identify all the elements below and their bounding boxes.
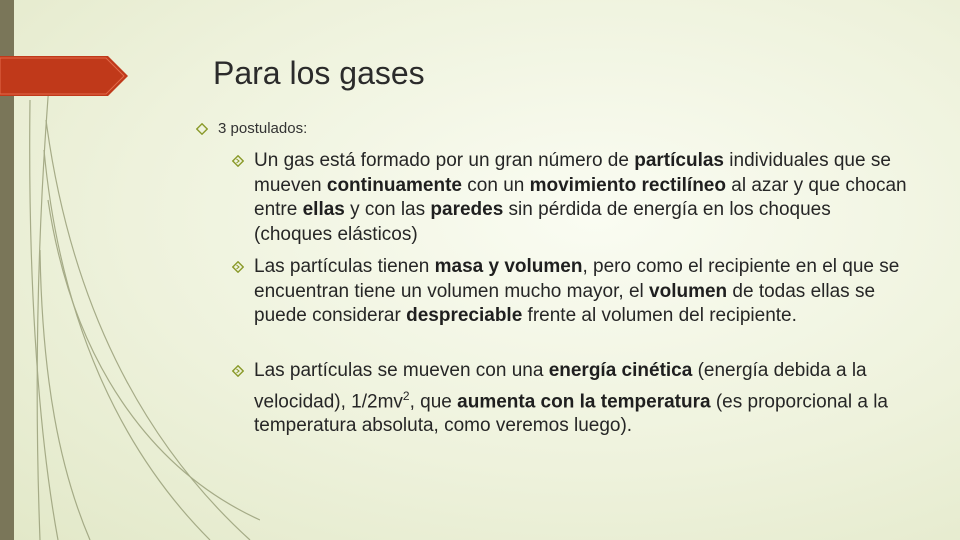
- body-text: y con las: [344, 199, 431, 220]
- emphasis-text: continuamente: [326, 174, 462, 196]
- body-text: Las partículas tienen: [254, 256, 435, 277]
- body-text: (es proporcional a la temperatura absoluta, como veremos luego).: [254, 390, 888, 437]
- emphasis-text: masa y volumen: [434, 256, 583, 277]
- emphasis-text: partículas: [634, 150, 724, 171]
- diamond-bullet-icon: [232, 261, 244, 273]
- body-text: individuales que se mueven: [254, 150, 891, 196]
- body-text: 2: [402, 388, 410, 403]
- emphasis-text: volumen: [649, 280, 728, 302]
- emphasis-text: ellas: [302, 199, 345, 220]
- body-text: Un gas está formado por un gran número de: [254, 150, 635, 171]
- emphasis-text: movimiento rectilíneo: [529, 174, 726, 196]
- postulate-3: [232, 359, 912, 439]
- body-text: , pero como el recipiente en el que se encuentran tiene un volumen mucho mayor, el: [254, 256, 900, 302]
- level1-bullet: [196, 120, 307, 137]
- diamond-bullet-icon: [232, 365, 244, 377]
- body-text: al azar y que chocan entre: [254, 174, 907, 220]
- postulate-2: [232, 255, 912, 329]
- postulate-text: [254, 255, 912, 329]
- body-text: (energía debida a la velocidad), 1/2mv: [254, 360, 867, 412]
- body-text: sin pérdida de energía en los choques (choques elásticos): [254, 199, 831, 245]
- body-text: de todas ellas se puede considerar: [254, 280, 876, 326]
- emphasis-text: despreciable: [406, 305, 523, 326]
- slide-title: Para los gases: [213, 55, 425, 91]
- body-text: Las partículas se mueven con una: [254, 360, 549, 381]
- emphasis-text: aumenta con la temperatura: [457, 390, 711, 412]
- postulate-text: [254, 359, 912, 439]
- level1-text: 3 postulados:: [218, 120, 308, 137]
- diamond-bullet-icon: [232, 155, 244, 167]
- postulate-text: [254, 149, 912, 247]
- emphasis-text: energía cinética: [548, 360, 693, 381]
- body-text: con un: [462, 174, 530, 196]
- emphasis-text: paredes: [430, 199, 504, 220]
- title-accent-tab: [0, 56, 128, 96]
- diamond-bullet-icon: [196, 123, 208, 135]
- postulate-1: [232, 149, 912, 247]
- body-text: frente al volumen del recipiente.: [522, 305, 797, 326]
- body-text: , que: [409, 390, 458, 412]
